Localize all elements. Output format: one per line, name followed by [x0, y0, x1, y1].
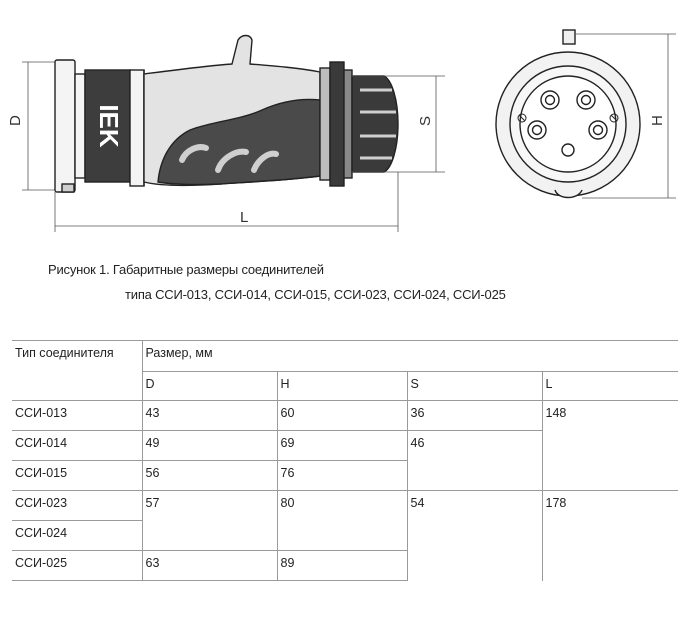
table-row	[12, 491, 678, 521]
h-cell: 60	[277, 401, 407, 431]
h-cell: 69	[277, 431, 407, 461]
col-header-h: H	[277, 372, 407, 401]
dimensions-table	[12, 340, 678, 581]
h-cell: 76	[277, 461, 407, 491]
h-cell: 80	[277, 491, 407, 551]
dim-h-label: H	[649, 115, 666, 126]
size-header: Размер, мм	[142, 341, 678, 372]
figure-caption-line1: Рисунок 1. Габаритные размеры соединителей	[48, 262, 324, 277]
type-cell: ССИ-025	[12, 551, 142, 581]
front-view	[496, 30, 676, 198]
d-cell: 43	[142, 401, 277, 431]
d-cell: 57	[142, 491, 277, 551]
side-view	[22, 36, 445, 233]
dim-l-label: L	[240, 209, 249, 226]
type-cell: ССИ-023	[12, 491, 142, 521]
col-header-l: L	[542, 372, 678, 401]
d-cell: 56	[142, 461, 277, 491]
type-cell: ССИ-024	[12, 521, 142, 551]
type-cell: ССИ-015	[12, 461, 142, 491]
l-cell: 178	[542, 491, 678, 581]
type-cell: ССИ-013	[12, 401, 142, 431]
type-cell: ССИ-014	[12, 431, 142, 461]
table-row	[12, 401, 678, 431]
s-cell: 54	[407, 491, 542, 581]
s-cell: 46	[407, 431, 542, 491]
col-header-d: D	[142, 372, 277, 401]
table-header-row	[12, 341, 678, 372]
dim-s-label: S	[417, 115, 434, 126]
figure-caption-line2: типа ССИ-013, ССИ-014, ССИ-015, ССИ-023, ССИ-024, ССИ-025	[125, 287, 506, 302]
type-header: Тип соединителя	[12, 341, 142, 401]
d-cell: 49	[142, 431, 277, 461]
col-header-s: S	[407, 372, 542, 401]
l-cell: 148	[542, 401, 678, 491]
dim-d-label: D	[7, 115, 24, 126]
h-cell: 89	[277, 551, 407, 581]
d-cell: 63	[142, 551, 277, 581]
logo-text: IEK	[94, 104, 124, 148]
connector-drawing	[0, 0, 680, 250]
s-cell: 36	[407, 401, 542, 431]
